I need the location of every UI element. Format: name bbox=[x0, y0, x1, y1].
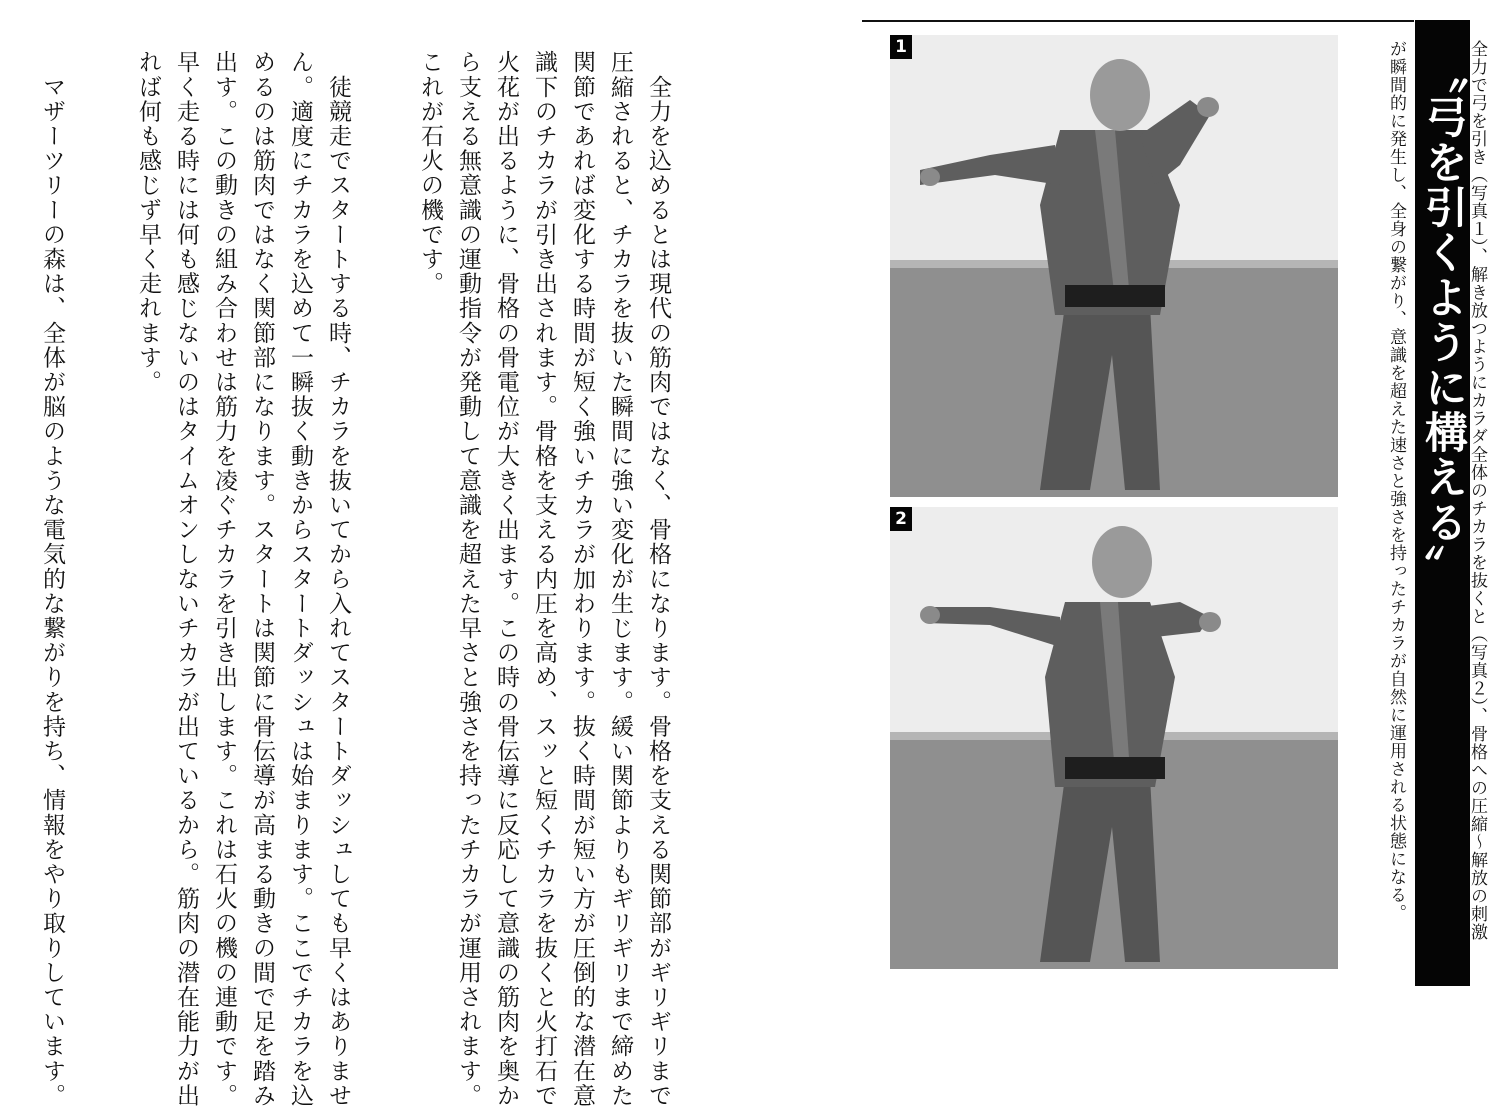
body-line: ら支える無意識の運動指令が発動して意識を超えた早さと強さを持ったチカラが運用されます。 bbox=[455, 50, 481, 1108]
body-line: 圧縮されると、チカラを抜いた瞬間に強い変化が生じます。緩い関節よりもギリギリまで締めた bbox=[607, 50, 633, 1108]
caption-line: 全力で弓を引き（写真１）、解き放つようにカラダ全体のチカラを抜くと（写真２）、骨格への圧縮～解放の刺激 bbox=[1467, 40, 1487, 941]
body-line: 全力を込めるとは現代の筋肉ではなく、骨格になります。骨格を支える関節部がギリギリまで bbox=[645, 50, 671, 1108]
photo-number: 2 bbox=[890, 507, 912, 531]
body-line: これが石火の機です。 bbox=[417, 50, 443, 296]
photo-2 bbox=[890, 507, 1338, 969]
body-line: 出す。この動きの組み合わせは筋力を凌ぐチカラを引き出します。これは石火の機の連動です。 bbox=[211, 50, 237, 1108]
body-line: 関節であれば変化する時間が短く強いチカラが加わります。抜く時間が短い方が圧倒的な潜在意 bbox=[569, 50, 595, 1108]
top-rule bbox=[862, 20, 1414, 22]
body-line: れば何も感じず早く走れます。 bbox=[135, 50, 161, 395]
photo-1-illustration bbox=[890, 35, 1338, 497]
body-text bbox=[39, 50, 685, 1108]
body-line: 早く走る時には何も感じないのはタイムオンしないチカラが出ているから。筋肉の潜在能力が出 bbox=[173, 50, 199, 1108]
body-line: 火花が出るように、骨格の骨電位が大きく出ます。この時の骨伝導に反応して意識の筋肉を奥か bbox=[493, 50, 519, 1108]
photo-2-illustration bbox=[890, 507, 1338, 969]
body-line: 識下のチカラが引き出されます。骨格を支える内圧を高め、スッと短くチカラを抜くと火打石で bbox=[531, 50, 557, 1108]
page-heading: 〝弓を引くように構える〟 bbox=[1418, 50, 1468, 590]
photo-caption bbox=[1355, 40, 1500, 940]
body-line: マザーツリーの森は、全体が脳のような電気的な繋がりを持ち、情報をやり取りしています。 bbox=[39, 50, 65, 1108]
body-line: めるのは筋肉ではなく関節部になります。スタートは関節に骨伝導が高まる動きの間で足を踏み bbox=[249, 50, 275, 1108]
body-line: 徒競走でスタートする時、チカラを抜いてから入れてスタートダッシュしても早くはありませ bbox=[325, 50, 351, 1108]
body-line: ん。適度にチカラを込めて一瞬抜く動きからスタートダッシュは始まります。ここでチカラを込 bbox=[287, 50, 313, 1108]
caption-line: が瞬間的に発生し、全身の繋がり、意識を超えた速さと強さを持ったチカラが自然に運用される状態になる。 bbox=[1386, 40, 1406, 922]
photo-number: 1 bbox=[890, 35, 912, 59]
photo-1 bbox=[890, 35, 1338, 497]
